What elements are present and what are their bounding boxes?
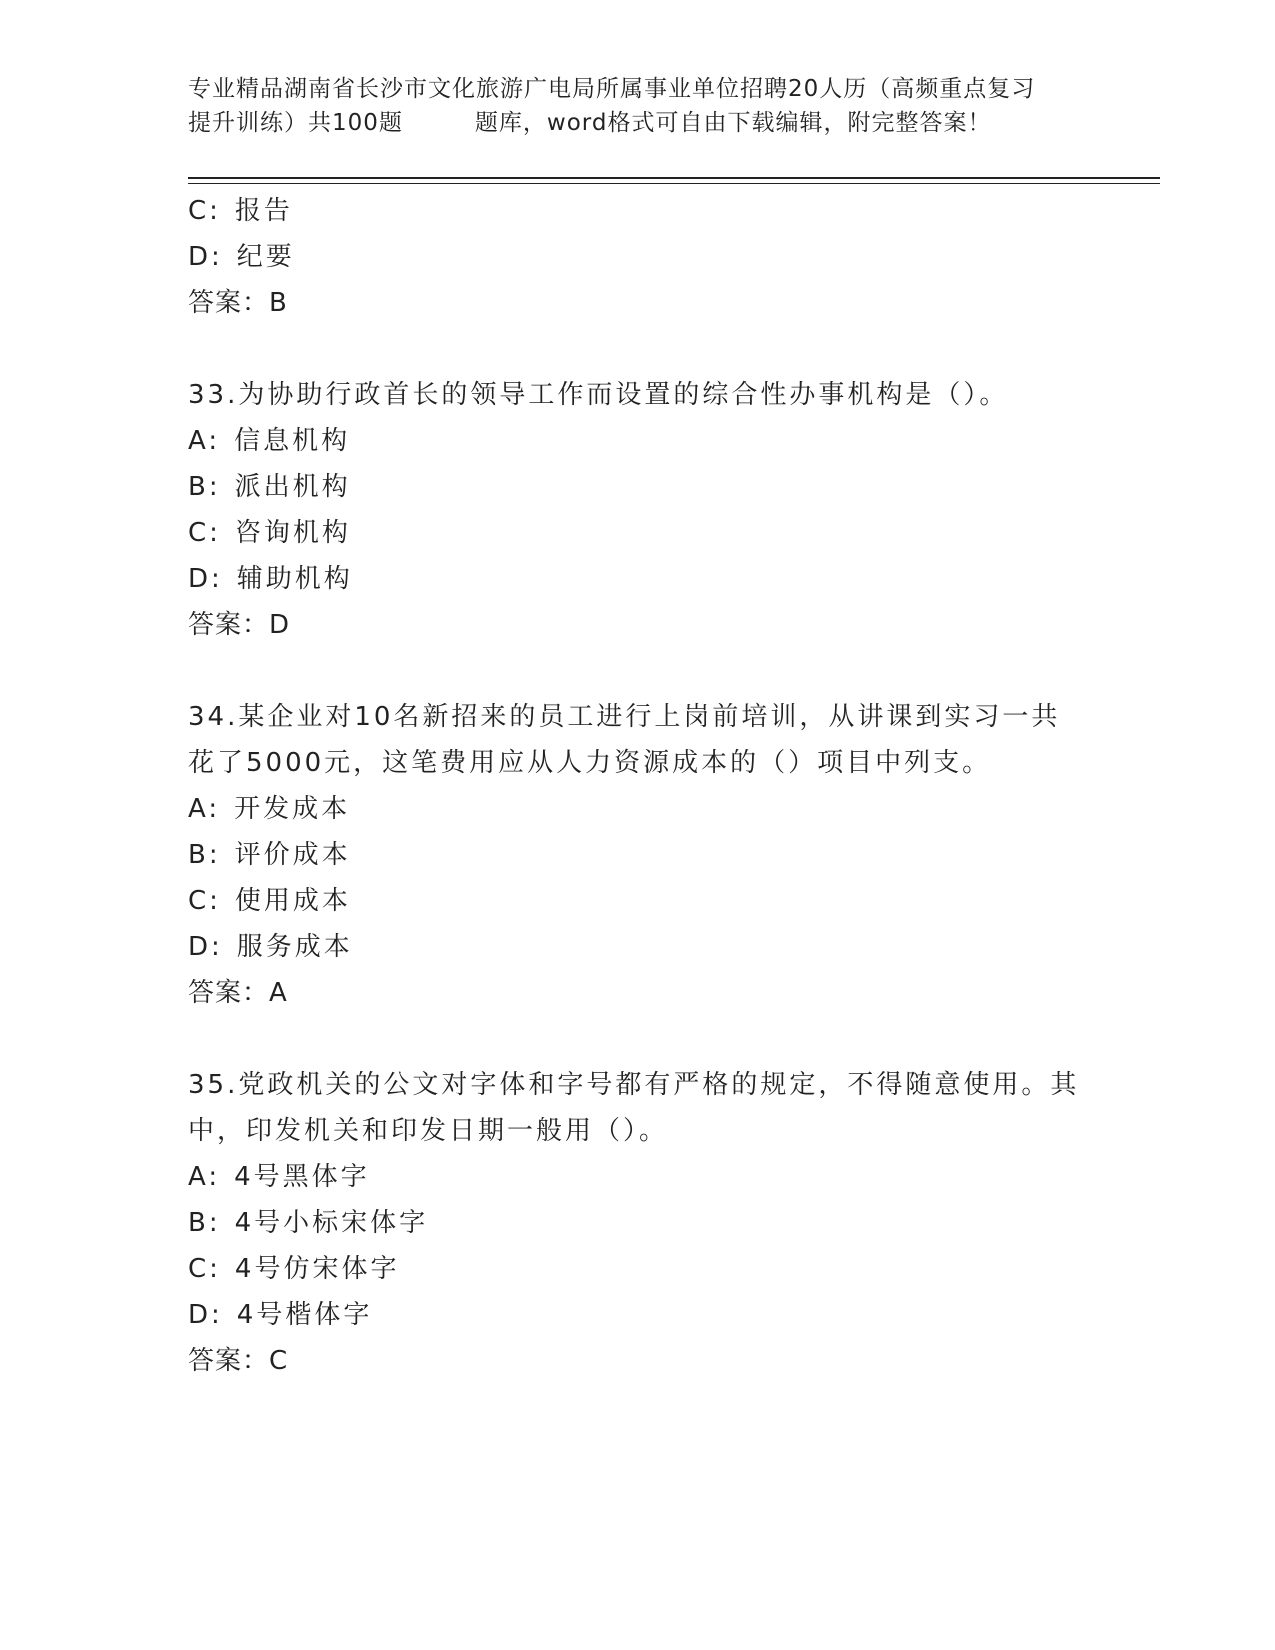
option-letter: C: <box>188 886 221 916</box>
question-text-line-2: 花了5000元，这笔费用应从人力资源成本的（）项目中列支。 <box>188 748 992 778</box>
question-text: 33.为协助行政首长的领导工作而设置的综合性办事机构是（）。 <box>188 380 1009 410</box>
question-33 <box>188 372 1088 648</box>
option-a <box>188 1154 1088 1200</box>
option-letter: D: <box>188 1300 223 1330</box>
option-letter: B: <box>188 1208 221 1238</box>
option-text: 信息机构 <box>234 426 351 456</box>
answer-line: 答案：D <box>188 610 291 640</box>
option-d <box>188 1292 1088 1338</box>
option-text: 4号仿宋体字 <box>234 1254 400 1284</box>
option-text: 咨询机构 <box>234 518 351 548</box>
option-c <box>188 510 1088 556</box>
option-a <box>188 786 1088 832</box>
header-line-1: 专业精品湖南省长沙市文化旅游广电局所属事业单位招聘20人历（高频重点复习 <box>188 76 1036 102</box>
option-text: 报告 <box>234 196 293 226</box>
option-text: 4号楷体字 <box>236 1300 373 1330</box>
previous-question-tail <box>188 188 1088 326</box>
header-line-2-part-2: 题库，word格式可自由下载编辑，附完整答案！ <box>474 110 992 136</box>
header-divider-thin <box>188 183 1160 184</box>
question-text-line-1: 34.某企业对10名新招来的员工进行上岗前培训，从讲课到实习一共 <box>188 702 1061 732</box>
option-d <box>188 924 1088 970</box>
header-divider-thick <box>188 177 1160 179</box>
header-line-2 <box>188 106 1088 140</box>
option-text: 开发成本 <box>234 794 351 824</box>
option-letter: C: <box>188 518 221 548</box>
option-letter: D: <box>188 242 223 272</box>
option-letter: B: <box>188 840 221 870</box>
option-text: 4号小标宋体字 <box>234 1208 429 1238</box>
option-b <box>188 832 1088 878</box>
option-text: 4号黑体字 <box>234 1162 370 1192</box>
answer-line: 答案：C <box>188 1346 289 1376</box>
option-text: 派出机构 <box>234 472 351 502</box>
document-header <box>188 72 1088 140</box>
option-a <box>188 418 1088 464</box>
option-text: 使用成本 <box>234 886 351 916</box>
option-b <box>188 1200 1088 1246</box>
option-text: 服务成本 <box>236 932 353 962</box>
option-text: 纪要 <box>236 242 295 272</box>
option-text: 辅助机构 <box>236 564 353 594</box>
answer-line: 答案：B <box>188 288 288 318</box>
option-letter: C: <box>188 196 221 226</box>
option-c <box>188 1246 1088 1292</box>
header-line-2-part-1: 提升训练）共100题 <box>188 110 403 136</box>
option-letter: A: <box>188 794 221 824</box>
option-text: 评价成本 <box>234 840 351 870</box>
question-35 <box>188 1062 1088 1384</box>
option-d <box>188 556 1088 602</box>
option-letter: B: <box>188 472 221 502</box>
question-text-line-2: 中，印发机关和印发日期一般用（）。 <box>188 1116 669 1146</box>
question-34 <box>188 694 1088 1016</box>
option-letter: D: <box>188 564 223 594</box>
option-b <box>188 464 1088 510</box>
option-c <box>188 878 1088 924</box>
option-d <box>188 234 1088 280</box>
option-letter: A: <box>188 426 221 456</box>
question-list <box>188 188 1088 1384</box>
option-c <box>188 188 1088 234</box>
option-letter: D: <box>188 932 223 962</box>
option-letter: A: <box>188 1162 221 1192</box>
answer-line: 答案：A <box>188 978 288 1008</box>
option-letter: C: <box>188 1254 221 1284</box>
question-text-line-1: 35.党政机关的公文对字体和字号都有严格的规定，不得随意使用。其 <box>188 1070 1080 1100</box>
